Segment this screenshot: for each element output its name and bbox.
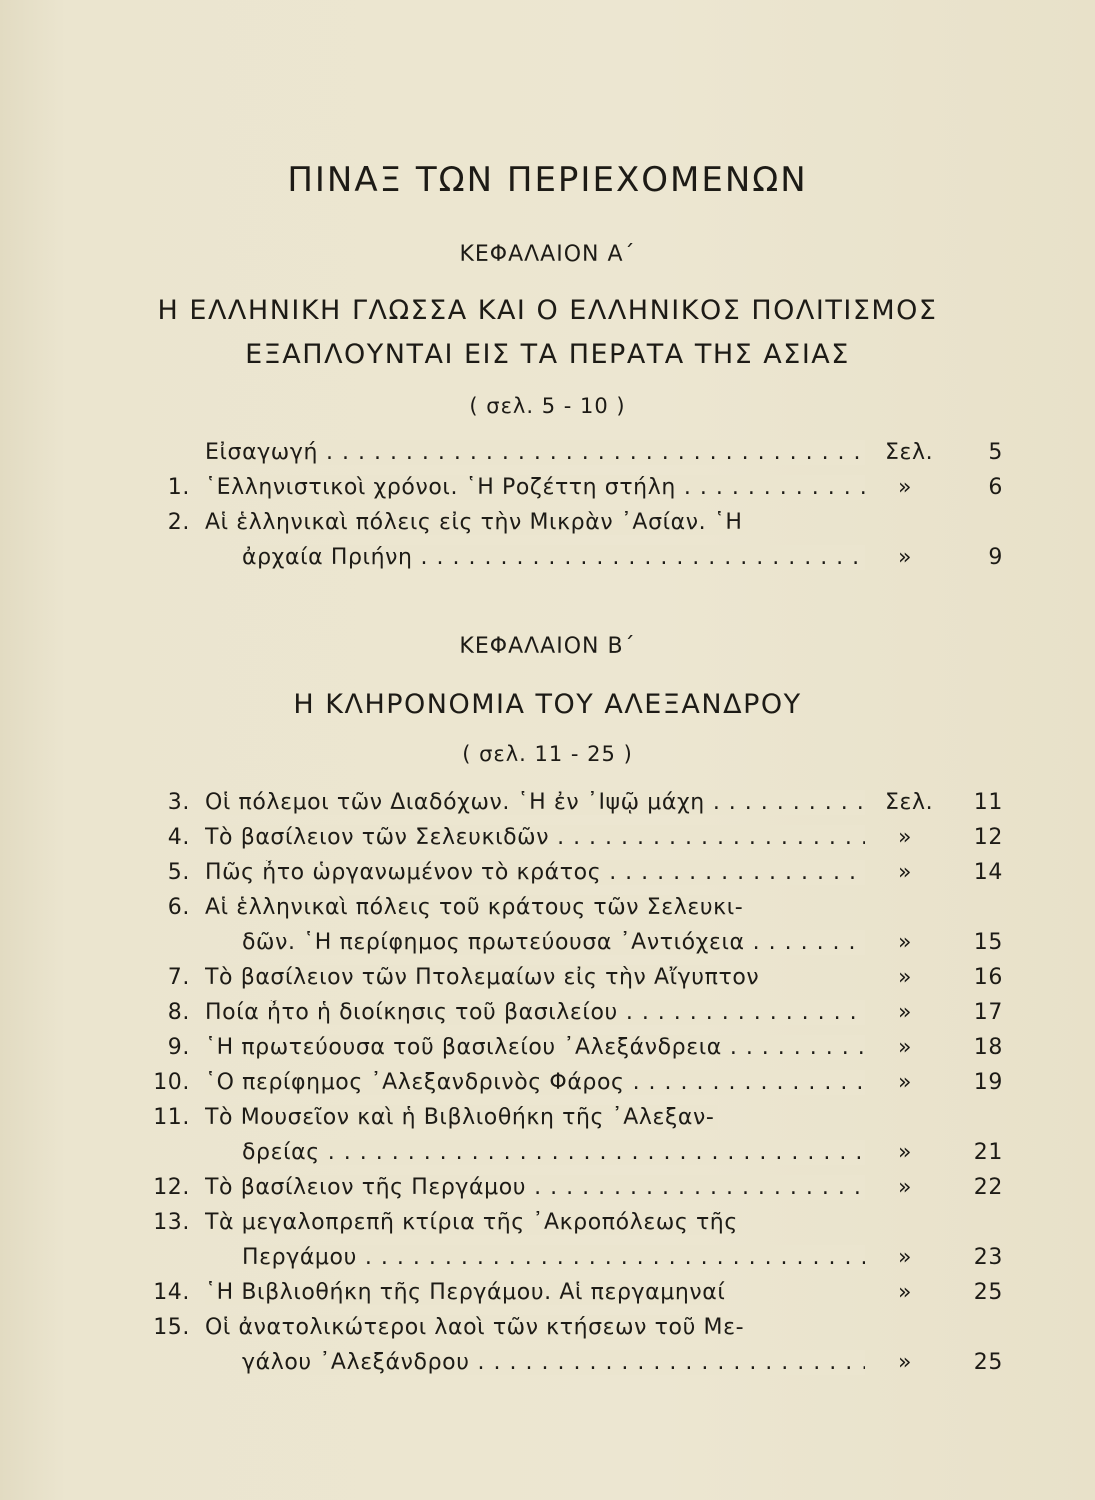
page-marker: »	[898, 545, 913, 570]
entry-number: 5.	[167, 860, 190, 885]
entry-number: 9.	[167, 1035, 190, 1060]
entry-title-continuation: δῶν. ῾Η περίφημος πρωτεύουσα ᾿Αντιόχεια . . .	[242, 930, 865, 955]
page-marker: »	[898, 1035, 913, 1060]
entry-title: Πῶς ἦτο ὡργανωμένον τὸ κράτος . . .	[205, 860, 865, 885]
toc-entry-continuation[interactable]	[0, 1140, 1095, 1175]
entry-title: Αἱ ἑλληνικαὶ πόλεις τοῦ κράτους τῶν Σελευκι-	[205, 895, 865, 920]
entry-number: 7.	[167, 965, 190, 990]
toc-entry-continuation[interactable]	[0, 930, 1095, 965]
page-marker: »	[898, 1175, 913, 1200]
page-number: 6	[988, 475, 1003, 500]
entry-title-continuation: Περγάμου . . .	[242, 1245, 865, 1270]
entry-title: Τὸ βασίλειον τῶν Πτολεμαίων εἰς τὴν Αἴγυπτον	[205, 965, 865, 990]
page-marker: »	[898, 1280, 913, 1305]
page-marker: »	[898, 860, 913, 885]
entry-number: 13.	[153, 1210, 190, 1235]
page-number: 11	[973, 790, 1003, 815]
toc-entry[interactable]	[0, 825, 1095, 860]
entry-title: Αἱ ἑλληνικαὶ πόλεις εἰς τὴν Μικρὰν ᾿Ασίαν. ῾Η	[205, 510, 865, 535]
toc-entry[interactable]	[0, 1175, 1095, 1210]
page-marker: Σελ.	[885, 440, 934, 465]
entry-number: 6.	[167, 895, 190, 920]
toc-entry[interactable]	[0, 860, 1095, 895]
toc-entry-continuation[interactable]	[0, 1350, 1095, 1385]
entry-number: 4.	[167, 825, 190, 850]
chapter-a-title-line2: ΕΞΑΠΛΟΥΝΤΑΙ ΕΙΣ ΤΑ ΠΕΡΑΤΑ ΤΗΣ ΑΣΙΑΣ	[245, 339, 850, 370]
page-number: 22	[973, 1175, 1003, 1200]
page-number: 23	[973, 1245, 1003, 1270]
toc-entry[interactable]	[0, 965, 1095, 1000]
entry-title: Τὸ βασίλειον τῆς Περγάμου . . .	[205, 1175, 865, 1200]
toc-entry[interactable]	[0, 895, 1095, 930]
toc-entry[interactable]	[0, 510, 1095, 545]
chapter-b-title: Η ΚΛΗΡΟΝΟΜΙΑ ΤΟΥ ΑΛΕΞΑΝΔΡΟΥ	[293, 689, 802, 720]
toc-entry[interactable]	[0, 1280, 1095, 1315]
page-number: 9	[988, 545, 1003, 570]
page-number: 25	[973, 1350, 1003, 1375]
entry-number: 8.	[167, 1000, 190, 1025]
entry-title: ῾Η Βιβλιοθήκη τῆς Περγάμου. Αἱ περγαμηναί	[205, 1280, 865, 1305]
page-marker: »	[898, 1000, 913, 1025]
entry-title: Τὸ Μουσεῖον καὶ ἡ Βιβλιοθήκη τῆς ᾿Αλεξαν-	[205, 1105, 865, 1130]
entry-title-continuation: γάλου ᾿Αλεξάνδρου . . .	[242, 1350, 865, 1375]
entry-number: 11.	[153, 1105, 190, 1130]
chapter-a-title-line1: Η ΕΛΛΗΝΙΚΗ ΓΛΩΣΣΑ ΚΑΙ Ο ΕΛΛΗΝΙΚΟΣ ΠΟΛΙΤΙΣΜΟΣ	[157, 295, 938, 326]
entry-title: Οἱ πόλεμοι τῶν Διαδόχων. ῾Η ἐν ᾿Ιψῷ μάχη . . .	[205, 790, 865, 815]
chapter-b-page-range: ( σελ. 11 - 25 )	[462, 742, 633, 766]
entry-number: 14.	[153, 1280, 190, 1305]
toc-entry-continuation[interactable]	[0, 545, 1095, 580]
entry-number: 12.	[153, 1175, 190, 1200]
entry-number: 2.	[167, 510, 190, 535]
toc-entry[interactable]	[0, 1035, 1095, 1070]
page-marker: Σελ.	[885, 790, 934, 815]
entry-title: Οἱ ἀνατολικώτεροι λαοὶ τῶν κτήσεων τοῦ Με-	[205, 1315, 865, 1340]
page-number: 21	[973, 1140, 1003, 1165]
toc-entry-continuation[interactable]	[0, 1245, 1095, 1280]
page-number: 12	[973, 825, 1003, 850]
page-number: 15	[973, 930, 1003, 955]
entry-title-continuation: ἀρχαία Πριήνη . . .	[242, 545, 865, 570]
chapter-a-toc	[0, 440, 1095, 580]
page-marker: »	[898, 1350, 913, 1375]
page-marker: »	[898, 1070, 913, 1095]
page-marker: »	[898, 475, 913, 500]
entry-title: Εἰσαγωγή . . .	[205, 440, 865, 465]
chapter-b-toc	[0, 790, 1095, 1385]
chapter-a-page-range: ( σελ. 5 - 10 )	[469, 394, 626, 418]
page-number: 5	[988, 440, 1003, 465]
entry-title: ῾Ο περίφημος ᾿Αλεξανδρινὸς Φάρος . . .	[205, 1070, 865, 1095]
toc-entry[interactable]	[0, 1070, 1095, 1105]
toc-entry[interactable]	[0, 790, 1095, 825]
entry-number: 10.	[153, 1070, 190, 1095]
page-number: 14	[973, 860, 1003, 885]
page-number: 16	[973, 965, 1003, 990]
page-number: 25	[973, 1280, 1003, 1305]
entry-title: ῾Ελληνιστικοὶ χρόνοι. ῾Η Ροζέττη στήλη . . .	[205, 475, 865, 500]
page-marker: »	[898, 965, 913, 990]
entry-number: 1.	[167, 475, 190, 500]
toc-entry[interactable]	[0, 1210, 1095, 1245]
page-number: 17	[973, 1000, 1003, 1025]
chapter-b-label: ΚΕΦΑΛΑΙΟΝ Β΄	[459, 634, 636, 659]
entry-title: Ποία ἦτο ἡ διοίκησις τοῦ βασιλείου . . .	[205, 1000, 865, 1025]
page-number: 18	[973, 1035, 1003, 1060]
entry-number: 3.	[167, 790, 190, 815]
toc-entry[interactable]	[0, 1000, 1095, 1035]
toc-entry[interactable]	[0, 440, 1095, 475]
entry-title: Τὸ βασίλειον τῶν Σελευκιδῶν . . .	[205, 825, 865, 850]
entry-title: ῾Η πρωτεύουσα τοῦ βασιλείου ᾿Αλεξάνδρεια . . .	[205, 1035, 865, 1060]
page-title: ΠΙΝΑΞ ΤΩΝ ΠΕΡΙΕΧΟΜΕΝΩΝ	[287, 160, 808, 200]
toc-entry[interactable]	[0, 475, 1095, 510]
entry-title: Τὰ μεγαλοπρεπῆ κτίρια τῆς ᾿Ακροπόλεως τῆς	[205, 1210, 865, 1235]
page-marker: »	[898, 930, 913, 955]
toc-entry[interactable]	[0, 1315, 1095, 1350]
page-marker: »	[898, 1140, 913, 1165]
entry-number: 15.	[153, 1315, 190, 1340]
page-marker: »	[898, 825, 913, 850]
entry-title-continuation: δρείας . . .	[242, 1140, 865, 1165]
chapter-a-label: ΚΕΦΑΛΑΙΟΝ Α΄	[459, 242, 636, 267]
toc-entry[interactable]	[0, 1105, 1095, 1140]
page-number: 19	[973, 1070, 1003, 1095]
page-marker: »	[898, 1245, 913, 1270]
